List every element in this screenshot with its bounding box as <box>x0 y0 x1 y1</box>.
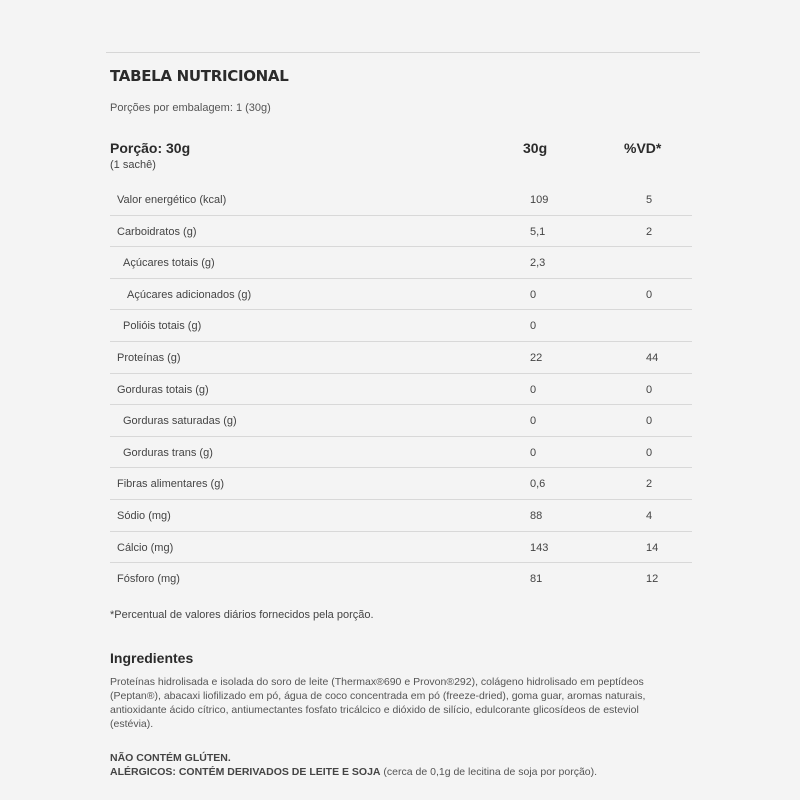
allergen-notes <box>110 751 700 779</box>
vd-column-header: %VD* <box>624 140 662 156</box>
nutrient-amount: 0 <box>530 288 537 301</box>
page-title: TABELA NUTRICIONAL <box>110 67 289 85</box>
table-row <box>110 216 692 248</box>
nutrient-vd: 14 <box>646 541 659 554</box>
nutrient-vd: 0 <box>646 288 653 301</box>
nutrient-name: Gorduras trans (g) <box>123 446 213 459</box>
nutrient-vd: 0 <box>646 415 653 428</box>
nutrient-name: Gorduras saturadas (g) <box>123 415 237 428</box>
nutrient-name: Polióis totais (g) <box>123 320 202 333</box>
table-row <box>110 247 692 279</box>
nutrient-amount: 0 <box>530 320 537 333</box>
nutrient-vd: 2 <box>646 225 653 238</box>
nutrient-amount: 5,1 <box>530 225 546 238</box>
nutrient-name: Carboidratos (g) <box>117 225 197 238</box>
table-row <box>110 468 692 500</box>
allergen-warning: ALÉRGICOS: CONTÉM DERIVADOS DE LEITE E SOJA <box>110 766 381 778</box>
nutrient-vd: 12 <box>646 573 659 586</box>
table-row <box>110 563 692 595</box>
servings-per-package: Porções por embalagem: 1 (30g) <box>110 102 271 114</box>
table-row <box>110 374 692 406</box>
nutrient-name: Açúcares adicionados (g) <box>127 288 252 301</box>
table-row <box>110 342 692 374</box>
nutrient-name: Cálcio (mg) <box>117 541 174 554</box>
vd-footnote: *Percentual de valores diários fornecidos pela porção. <box>110 609 374 621</box>
nutrient-vd: 4 <box>646 509 653 522</box>
nutrient-name: Sódio (mg) <box>117 509 171 522</box>
nutrient-amount: 109 <box>530 194 549 206</box>
nutrition-table <box>110 184 692 595</box>
nutrient-vd: 5 <box>646 194 653 206</box>
nutrient-vd: 2 <box>646 478 653 491</box>
table-row <box>110 184 692 216</box>
nutrient-amount: 22 <box>530 351 543 364</box>
table-row <box>110 437 692 469</box>
nutrient-vd: 44 <box>646 351 659 364</box>
nutrient-amount: 143 <box>530 541 549 554</box>
nutrient-amount: 0,6 <box>530 478 546 491</box>
nutrient-name: Fibras alimentares (g) <box>117 478 224 491</box>
table-row <box>110 279 692 311</box>
table-row <box>110 405 692 437</box>
amount-column-header: 30g <box>523 140 548 156</box>
ingredients-title: Ingredientes <box>110 650 194 666</box>
table-row <box>110 500 692 532</box>
nutrient-amount: 88 <box>530 509 543 522</box>
nutrient-name: Valor energético (kcal) <box>117 194 227 206</box>
nutrient-amount: 0 <box>530 446 537 459</box>
table-row <box>110 310 692 342</box>
nutrient-amount: 0 <box>530 383 537 396</box>
portion-sublabel: (1 sachê) <box>110 159 156 171</box>
nutrient-amount: 0 <box>530 415 537 428</box>
ingredients-text: Proteínas hidrolisada e isolada do soro de leite (Thermax®690 e Provon®292), colágeno hidrolisado em peptídeos (Peptan®), abacaxi liofilizado em pó, água de coco concentrada em pó (freeze-dried), goma guar, aromas naturais, antioxidante ácido cítrico, antiumectantes fosfato tricálcico e dióxido de silício, edulcorante glicosídeos de esteviol (estévia). <box>110 676 646 730</box>
top-divider <box>106 52 700 53</box>
portion-label: Porção: 30g <box>110 140 191 156</box>
nutrient-name: Gorduras totais (g) <box>117 383 209 396</box>
nutrient-name: Açúcares totais (g) <box>123 257 215 270</box>
table-row <box>110 532 692 564</box>
nutrient-vd: 0 <box>646 446 653 459</box>
nutrient-vd: 0 <box>646 383 653 396</box>
allergen-detail: (cerca de 0,1g de lecitina de soja por porção). <box>380 766 598 778</box>
nutrient-amount: 2,3 <box>530 257 546 270</box>
table-header <box>110 140 692 176</box>
nutrient-amount: 81 <box>530 573 543 586</box>
gluten-notice: NÃO CONTÉM GLÚTEN. <box>110 752 231 764</box>
nutrient-name: Fósforo (mg) <box>117 573 180 586</box>
nutrient-name: Proteínas (g) <box>117 351 181 364</box>
